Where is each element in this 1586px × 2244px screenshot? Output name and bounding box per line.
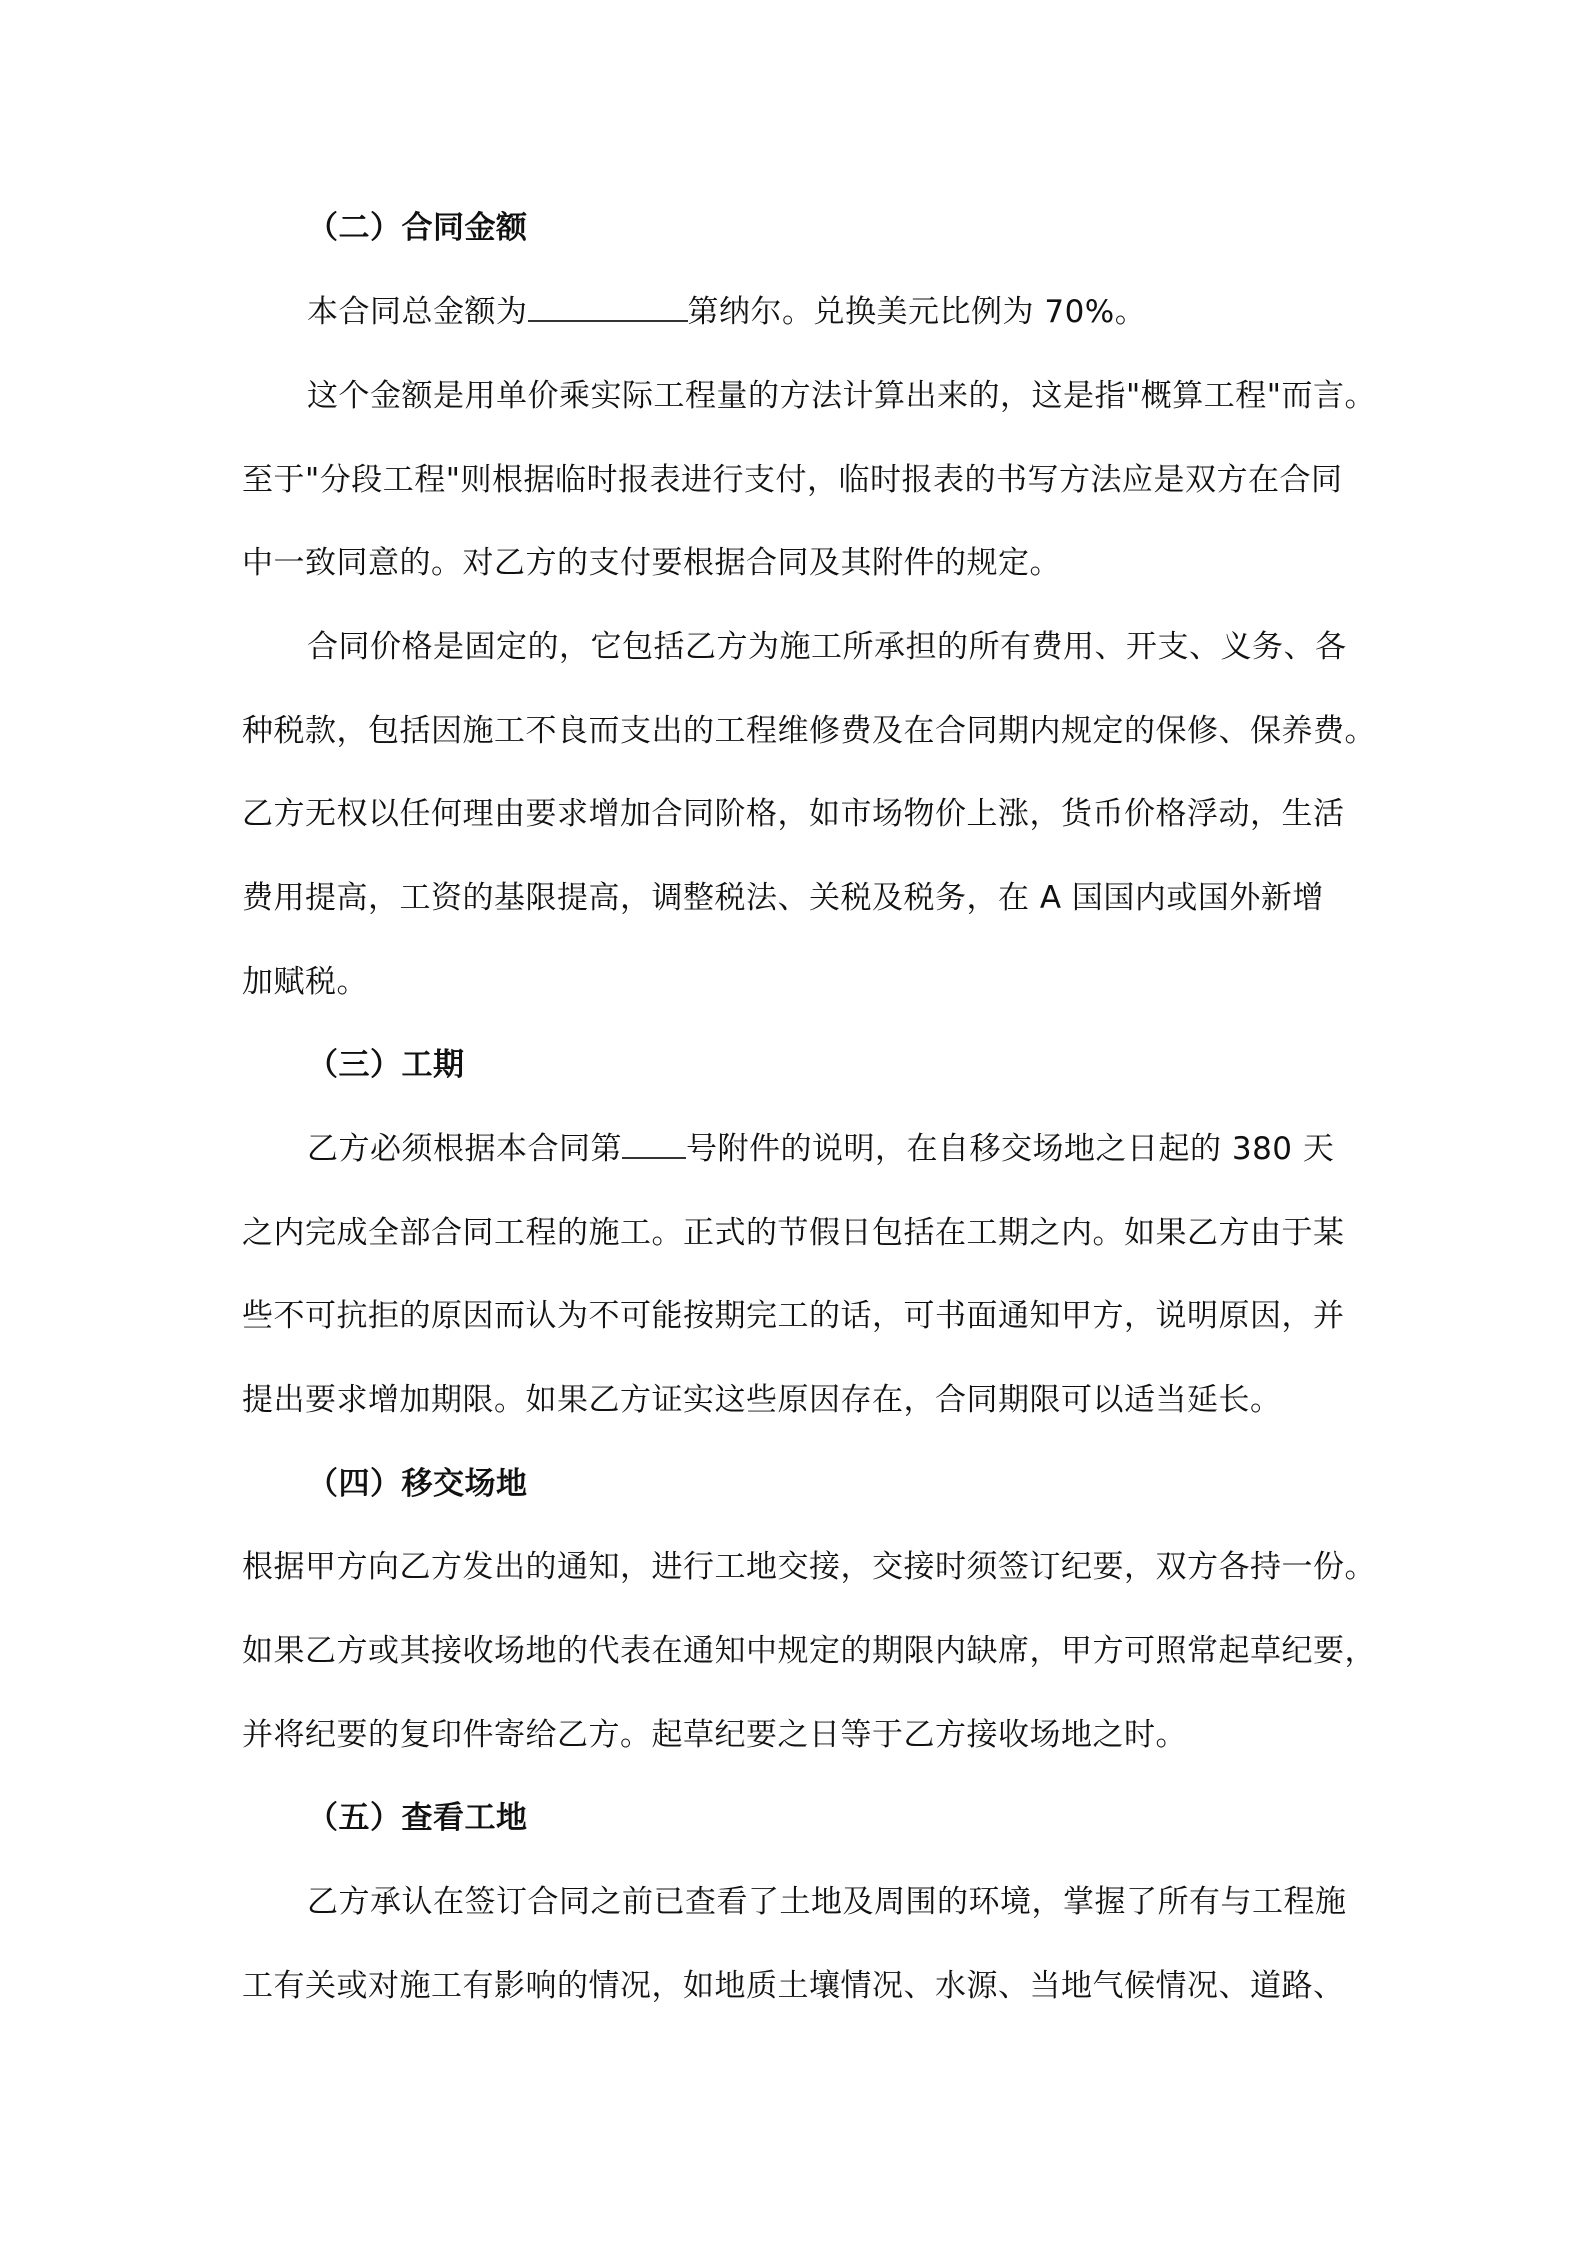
section-heading-site-handover: （四）移交场地 xyxy=(307,1466,528,1502)
section-heading-contract-amount: （二）合同金额 xyxy=(307,210,528,246)
amount-blank xyxy=(528,290,688,322)
paragraph-line: 乙方无权以任何理由要求增加合同阶格，如市场物价上涨，货币价格浮动，生活 xyxy=(242,796,1345,832)
attachment-number-blank xyxy=(622,1127,686,1159)
paragraph-line: 根据甲方向乙方发出的通知，进行工地交接，交接时须签订纪要，双方各持一份。 xyxy=(242,1549,1376,1585)
paragraph-line: 至于"分段工程"则根据临时报表进行支付，临时报表的书写方法应是双方在合同 xyxy=(242,462,1343,498)
paragraph-line: 工有关或对施工有影响的情况，如地质土壤情况、水源、当地气候情况、道路、 xyxy=(242,1968,1345,2004)
section-heading-site-inspection: （五）查看工地 xyxy=(307,1800,528,1836)
paragraph-line: 合同价格是固定的，它包括乙方为施工所承担的所有费用、开支、义务、各 xyxy=(307,629,1347,665)
schedule-text-before: 乙方必须根据本合同第 xyxy=(307,1131,622,1167)
section-heading-schedule: （三）工期 xyxy=(307,1047,465,1083)
paragraph-line: 种税款，包括因施工不良而支出的工程维修费及在合同期内规定的保修、保养费。 xyxy=(242,713,1376,749)
paragraph-line: 如果乙方或其接收场地的代表在通知中规定的期限内缺席，甲方可照常起草纪要， xyxy=(242,1633,1376,1669)
paragraph-line: 加赋税。 xyxy=(242,964,368,1000)
schedule-first-line xyxy=(307,1127,1334,1171)
schedule-text-after: 号附件的说明，在自移交场地之日起的 380 天 xyxy=(686,1131,1335,1167)
amount-text-before: 本合同总金额为 xyxy=(307,294,528,330)
paragraph-line: 提出要求增加期限。如果乙方证实这些原因存在，合同期限可以适当延长。 xyxy=(242,1382,1282,1418)
paragraph-line: 之内完成全部合同工程的施工。正式的节假日包括在工期之内。如果乙方由于某 xyxy=(242,1215,1345,1251)
paragraph-line: 中一致同意的。对乙方的支付要根据合同及其附件的规定。 xyxy=(242,545,1061,581)
paragraph-line: 乙方承认在签订合同之前已查看了土地及周围的环境，掌握了所有与工程施 xyxy=(307,1884,1347,1920)
paragraph-line: 并将纪要的复印件寄给乙方。起草纪要之日等于乙方接收场地之时。 xyxy=(242,1717,1187,1753)
paragraph-line: 费用提高，工资的基限提高，调整税法、关税及税务，在 A 国国内或国外新增 xyxy=(242,880,1324,916)
paragraph-line: 些不可抗拒的原因而认为不可能按期完工的话，可书面通知甲方，说明原因，并 xyxy=(242,1298,1345,1334)
paragraph-line: 这个金额是用单价乘实际工程量的方法计算出来的，这是指"概算工程"而言。 xyxy=(307,378,1377,414)
contract-amount-line xyxy=(307,290,1146,334)
amount-text-after: 第纳尔。兑换美元比例为 70%。 xyxy=(687,294,1147,330)
